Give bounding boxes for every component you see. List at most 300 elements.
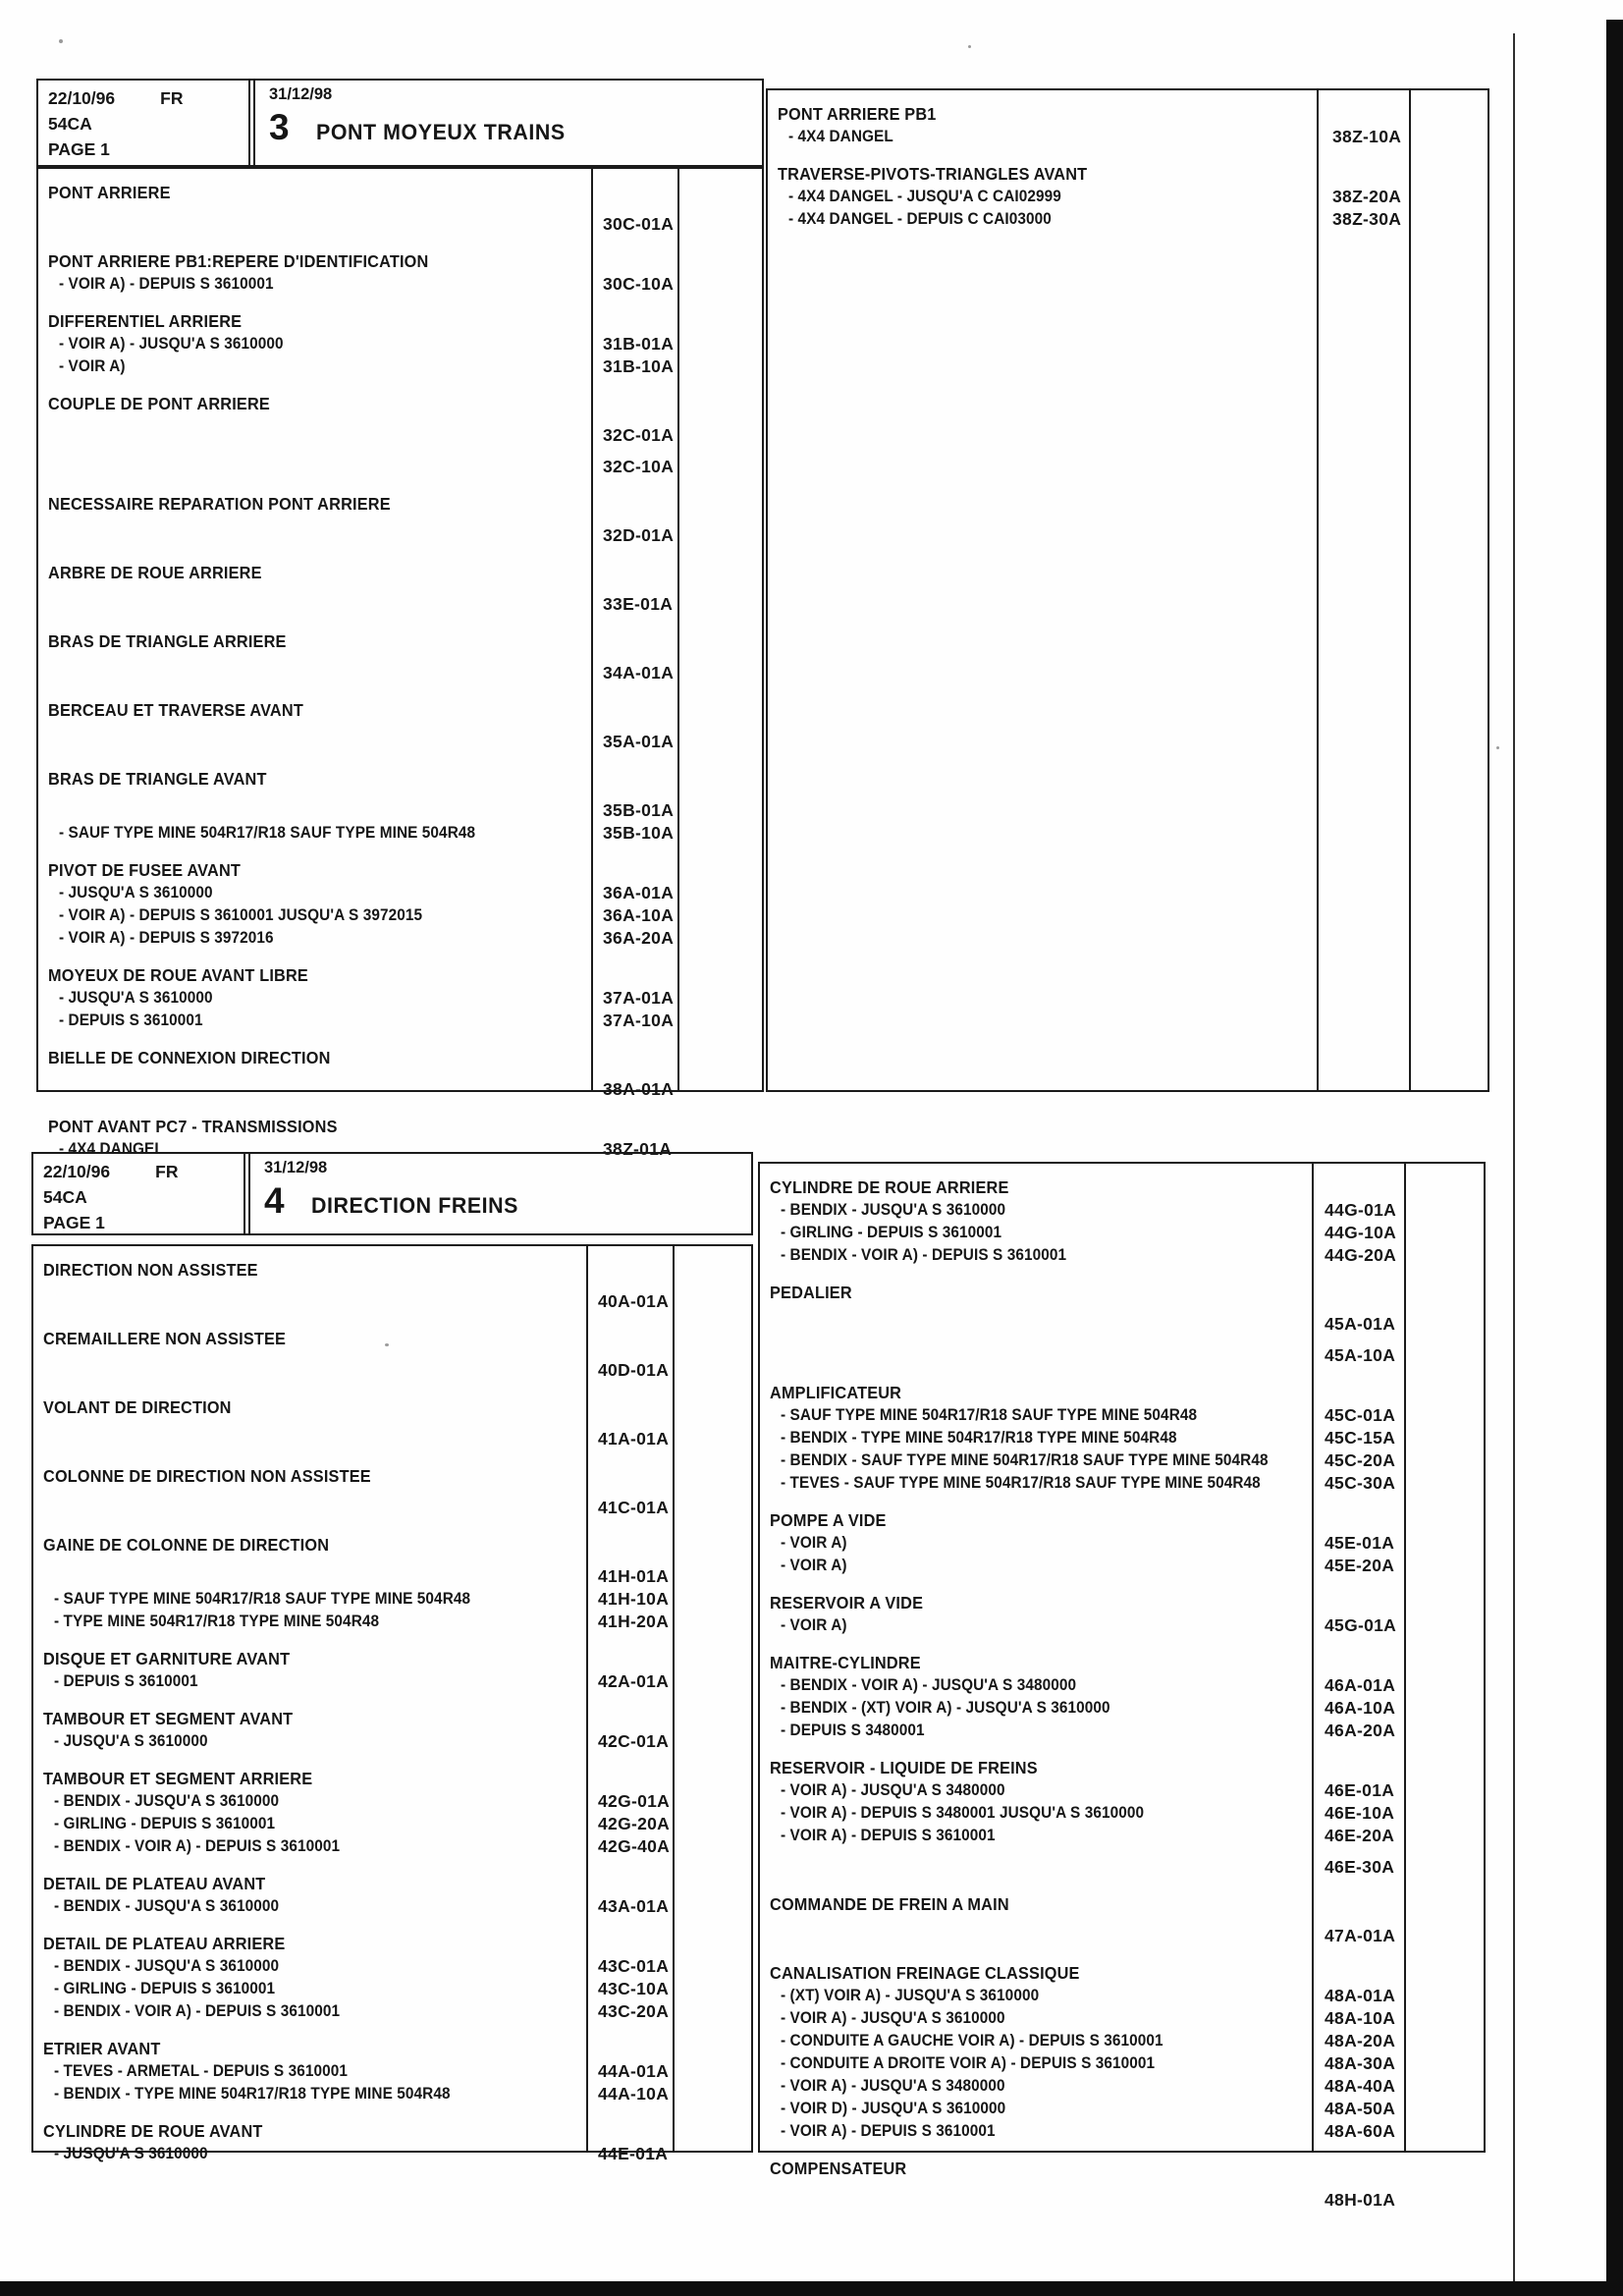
part-entry bbox=[48, 1010, 762, 1032]
part-code: 45C-01A bbox=[1325, 1405, 1396, 1425]
part-code: 48A-60A bbox=[1325, 2121, 1396, 2141]
section-4-right-column bbox=[758, 1162, 1486, 2210]
part-code: 43C-20A bbox=[598, 2001, 670, 2021]
part-code: 38Z-10A bbox=[1332, 127, 1402, 146]
part-variant: - VOIR A) - JUSQU'A S 3480000 bbox=[781, 1781, 1005, 1799]
part-code: 46A-01A bbox=[1325, 1675, 1396, 1695]
group-title: COMPENSATEUR bbox=[770, 2159, 907, 2178]
section-4-left-column bbox=[31, 1244, 753, 2163]
parts-group bbox=[43, 1328, 751, 1382]
part-entry bbox=[43, 1428, 751, 1450]
group-title: PONT ARRIERE PB1 bbox=[778, 104, 937, 124]
parts-group bbox=[43, 2038, 751, 2105]
part-entry bbox=[48, 1116, 762, 1138]
part-entry bbox=[770, 1856, 1484, 1879]
part-code: 46A-10A bbox=[1325, 1698, 1396, 1718]
part-entry bbox=[770, 1404, 1484, 1427]
part-code: 32C-01A bbox=[603, 425, 675, 445]
part-variant: - BENDIX - (XT) VOIR A) - JUSQU'A S 3610000 bbox=[781, 1699, 1110, 1717]
part-entry bbox=[770, 1427, 1484, 1449]
part-entry bbox=[48, 904, 762, 927]
column-rule bbox=[1409, 90, 1411, 1090]
part-entry bbox=[48, 662, 762, 684]
part-code: 33E-01A bbox=[603, 594, 674, 614]
parts-group bbox=[778, 163, 1488, 231]
part-entry bbox=[43, 1708, 751, 1730]
group-title: GAINE DE COLONNE DE DIRECTION bbox=[43, 1535, 330, 1555]
part-variant: - SAUF TYPE MINE 504R17/R18 SAUF TYPE MINE 504R48 bbox=[781, 1406, 1198, 1424]
part-code: 45C-20A bbox=[1325, 1450, 1396, 1470]
part-variant: - SAUF TYPE MINE 504R17/R18 SAUF TYPE MINE 504R48 bbox=[59, 824, 476, 842]
part-code: 32C-10A bbox=[603, 457, 675, 476]
part-variant: - VOIR A) - DEPUIS S 3610001 bbox=[781, 2122, 996, 2140]
part-entry bbox=[43, 1588, 751, 1611]
language-code: FR bbox=[155, 1162, 179, 1181]
part-entry bbox=[770, 1757, 1484, 1779]
group-title: PONT ARRIERE bbox=[48, 183, 171, 202]
part-entry bbox=[770, 1176, 1484, 1199]
part-entry bbox=[770, 1802, 1484, 1825]
group-title: NECESSAIRE REPARATION PONT ARRIERE bbox=[48, 494, 391, 514]
group-title: ARBRE DE ROUE ARRIERE bbox=[48, 563, 262, 582]
parts-group bbox=[43, 1708, 751, 1753]
group-title: PIVOT DE FUSEE AVANT bbox=[48, 860, 242, 880]
part-entry bbox=[43, 1465, 751, 1488]
column-rule bbox=[1317, 90, 1319, 1090]
part-entry bbox=[48, 630, 762, 653]
part-entry bbox=[48, 731, 762, 753]
part-entry bbox=[43, 1290, 751, 1313]
part-entry bbox=[770, 1382, 1484, 1404]
group-title: PONT ARRIERE PB1:REPERE D'IDENTIFICATION bbox=[48, 251, 429, 271]
part-code: 46E-01A bbox=[1325, 1780, 1395, 1800]
part-entry bbox=[48, 799, 762, 822]
parts-group bbox=[770, 1282, 1484, 1367]
parts-group bbox=[43, 1534, 751, 1633]
part-entry bbox=[770, 1825, 1484, 1847]
part-code: 48A-40A bbox=[1325, 2076, 1396, 2096]
part-entry bbox=[48, 964, 762, 987]
part-code: 42G-20A bbox=[598, 1814, 671, 1833]
part-code: 46A-20A bbox=[1325, 1721, 1396, 1740]
scan-fold-line bbox=[1513, 33, 1515, 2282]
part-code: 36A-20A bbox=[603, 928, 675, 948]
parts-group bbox=[770, 1176, 1484, 1267]
part-code: 31B-10A bbox=[603, 356, 675, 376]
part-code: 38Z-01A bbox=[603, 1139, 673, 1159]
parts-group bbox=[48, 859, 762, 950]
group-title: VOLANT DE DIRECTION bbox=[43, 1397, 232, 1417]
part-entry bbox=[770, 1509, 1484, 1532]
part-variant: - VOIR A) bbox=[59, 357, 126, 375]
parts-group bbox=[770, 1592, 1484, 1637]
part-entry bbox=[770, 1893, 1484, 1916]
part-variant: - JUSQU'A S 3610000 bbox=[59, 884, 213, 902]
part-entry bbox=[770, 2030, 1484, 2052]
part-code: 44A-10A bbox=[598, 2084, 670, 2104]
page-label: PAGE 1 bbox=[48, 139, 110, 159]
part-entry bbox=[43, 1978, 751, 2000]
part-code: 48A-01A bbox=[1325, 1986, 1396, 2005]
part-entry bbox=[48, 250, 762, 273]
part-variant: - BENDIX - VOIR A) - DEPUIS S 3610001 bbox=[54, 1837, 341, 1855]
part-entry bbox=[770, 1652, 1484, 1674]
section-title: DIRECTION FREINS bbox=[310, 1193, 518, 1218]
validity-date: 31/12/98 bbox=[269, 85, 333, 103]
group-title: COLONNE DE DIRECTION NON ASSISTEE bbox=[43, 1466, 371, 1486]
parts-group bbox=[43, 1465, 751, 1519]
part-variant: - 4X4 DANGEL - JUSQU'A C CAI02999 bbox=[788, 188, 1061, 205]
part-code: 44A-01A bbox=[598, 2061, 670, 2081]
part-variant: - VOIR A) - DEPUIS S 3480001 JUSQU'A S 3610000 bbox=[781, 1804, 1145, 1822]
part-entry bbox=[778, 186, 1488, 208]
section-number: 3 bbox=[269, 107, 290, 147]
group-title: POMPE A VIDE bbox=[770, 1510, 887, 1530]
part-code: 41H-01A bbox=[598, 1566, 670, 1586]
part-entry bbox=[43, 1835, 751, 1858]
part-variant: - CONDUITE A GAUCHE VOIR A) - DEPUIS S 3610001 bbox=[781, 2032, 1163, 2050]
part-variant: - BENDIX - JUSQU'A S 3610000 bbox=[54, 1897, 280, 1915]
section-4-header bbox=[31, 1152, 753, 1235]
part-variant: - BENDIX - TYPE MINE 504R17/R18 TYPE MINE 504R48 bbox=[54, 2085, 451, 2103]
part-entry bbox=[48, 1078, 762, 1101]
part-entry bbox=[43, 1670, 751, 1693]
parts-group bbox=[43, 1933, 751, 2023]
part-entry bbox=[770, 1199, 1484, 1222]
part-entry bbox=[48, 822, 762, 845]
part-code: 38Z-30A bbox=[1332, 209, 1402, 229]
part-variant: - VOIR A) bbox=[781, 1557, 847, 1574]
part-code: 45A-10A bbox=[1325, 1345, 1396, 1365]
part-entry bbox=[778, 126, 1488, 148]
parts-group bbox=[48, 393, 762, 478]
part-variant: - GIRLING - DEPUIS S 3610001 bbox=[54, 1980, 276, 1997]
part-entry bbox=[48, 562, 762, 584]
part-code: 38Z-20A bbox=[1332, 187, 1402, 206]
part-entry bbox=[48, 987, 762, 1010]
part-entry bbox=[43, 2143, 751, 2165]
part-code: 31B-01A bbox=[603, 334, 675, 354]
group-title: MOYEUX DE ROUE AVANT LIBRE bbox=[48, 965, 308, 985]
part-entry bbox=[48, 393, 762, 415]
part-code: 30C-10A bbox=[603, 274, 675, 294]
part-variant: - BENDIX - JUSQU'A S 3610000 bbox=[54, 1957, 280, 1975]
part-variant: - BENDIX - VOIR A) - JUSQU'A S 3480000 bbox=[781, 1676, 1077, 1694]
part-entry bbox=[778, 103, 1488, 126]
part-variant: - JUSQU'A S 3610000 bbox=[59, 989, 213, 1007]
group-title: CREMAILLERE NON ASSISTEE bbox=[43, 1329, 287, 1348]
issue-date: 22/10/96 bbox=[48, 88, 116, 108]
section-4-title-block bbox=[250, 1154, 751, 1233]
part-variant: - GIRLING - DEPUIS S 3610001 bbox=[781, 1224, 1002, 1241]
part-code: 32D-01A bbox=[603, 525, 675, 545]
part-entry bbox=[43, 1730, 751, 1753]
part-entry bbox=[770, 1313, 1484, 1336]
part-entry bbox=[43, 2000, 751, 2023]
group-title: AMPLIFICATEUR bbox=[770, 1383, 902, 1402]
parts-list-right bbox=[760, 1164, 1484, 2212]
part-entry bbox=[770, 2052, 1484, 2075]
part-entry bbox=[43, 2120, 751, 2143]
part-code: 48A-20A bbox=[1325, 2031, 1396, 2050]
part-variant: - VOIR A) - DEPUIS S 3610001 bbox=[781, 1827, 996, 1844]
part-variant: - DEPUIS S 3480001 bbox=[781, 1722, 925, 1739]
scan-speck bbox=[1496, 746, 1499, 749]
part-variant: - VOIR A) - DEPUIS S 3610001 bbox=[59, 275, 274, 293]
parts-group bbox=[48, 699, 762, 753]
group-title: CANALISATION FREINAGE CLASSIQUE bbox=[770, 1963, 1080, 1983]
part-variant: - VOIR D) - JUSQU'A S 3610000 bbox=[781, 2100, 1006, 2117]
part-variant: - VOIR A) - JUSQU'A S 3480000 bbox=[781, 2077, 1005, 2095]
part-code: 44G-20A bbox=[1325, 1245, 1397, 1265]
part-code: 41C-01A bbox=[598, 1498, 670, 1517]
group-title: DIFFERENTIEL ARRIERE bbox=[48, 311, 243, 331]
part-entry bbox=[778, 208, 1488, 231]
part-entry bbox=[770, 1282, 1484, 1304]
part-entry bbox=[43, 1873, 751, 1895]
part-code: 45G-01A bbox=[1325, 1615, 1397, 1635]
part-code: 45C-30A bbox=[1325, 1473, 1396, 1493]
part-entry bbox=[48, 456, 762, 478]
scan-speck bbox=[59, 39, 63, 43]
part-entry bbox=[43, 1396, 751, 1419]
part-variant: - DEPUIS S 3610001 bbox=[59, 1011, 203, 1029]
part-code: 42G-40A bbox=[598, 1836, 671, 1856]
part-entry bbox=[43, 2038, 751, 2060]
group-title: PONT AVANT PC7 - TRANSMISSIONS bbox=[48, 1117, 338, 1136]
part-entry bbox=[770, 2158, 1484, 2180]
group-title: DETAIL DE PLATEAU AVANT bbox=[43, 1874, 266, 1893]
section-3-header bbox=[36, 79, 764, 167]
parts-group bbox=[48, 768, 762, 845]
part-code: 45E-20A bbox=[1325, 1556, 1395, 1575]
group-title: DETAIL DE PLATEAU ARRIERE bbox=[43, 1934, 286, 1953]
part-entry bbox=[48, 273, 762, 296]
part-entry bbox=[770, 1344, 1484, 1367]
part-variant: - DEPUIS S 3610001 bbox=[54, 1672, 198, 1690]
group-title: PEDALIER bbox=[770, 1283, 852, 1302]
part-entry bbox=[43, 1790, 751, 1813]
part-entry bbox=[48, 593, 762, 616]
part-code: 46E-20A bbox=[1325, 1826, 1395, 1845]
part-variant: - TEVES - ARMETAL - DEPUIS S 3610001 bbox=[54, 2062, 348, 2080]
group-title: BIELLE DE CONNEXION DIRECTION bbox=[48, 1048, 331, 1067]
part-variant: - TYPE MINE 504R17/R18 TYPE MINE 504R48 bbox=[54, 1613, 380, 1630]
part-entry bbox=[48, 493, 762, 516]
group-title: MAITRE-CYLINDRE bbox=[770, 1653, 921, 1672]
parts-group bbox=[48, 182, 762, 236]
group-title: COMMANDE DE FREIN A MAIN bbox=[770, 1894, 1009, 1914]
part-variant: - VOIR A) bbox=[781, 1534, 847, 1552]
issue-date: 22/10/96 bbox=[43, 1162, 111, 1181]
parts-group bbox=[48, 310, 762, 378]
parts-group bbox=[48, 964, 762, 1032]
part-variant: - VOIR A) - DEPUIS S 3972016 bbox=[59, 929, 274, 947]
group-title: DIRECTION NON ASSISTEE bbox=[43, 1260, 258, 1280]
section-3-title-block bbox=[255, 81, 762, 165]
group-title: ETRIER AVANT bbox=[43, 2039, 161, 2058]
part-variant: - VOIR A) - JUSQU'A S 3610000 bbox=[781, 2009, 1005, 2027]
parts-group bbox=[48, 630, 762, 684]
part-code: 30C-01A bbox=[603, 214, 675, 234]
part-entry bbox=[43, 1648, 751, 1670]
part-code: 42C-01A bbox=[598, 1731, 670, 1751]
parts-list-left bbox=[33, 1246, 751, 2165]
part-variant: - GIRLING - DEPUIS S 3610001 bbox=[54, 1815, 276, 1832]
part-entry bbox=[43, 1497, 751, 1519]
part-entry bbox=[48, 524, 762, 547]
part-entry bbox=[43, 1259, 751, 1282]
part-entry bbox=[770, 2189, 1484, 2212]
scan-speck bbox=[385, 1343, 389, 1346]
part-variant: - BENDIX - TYPE MINE 504R17/R18 TYPE MINE 504R48 bbox=[781, 1429, 1177, 1447]
part-code: 43C-01A bbox=[598, 1956, 670, 1976]
group-title: BRAS DE TRIANGLE ARRIERE bbox=[48, 631, 287, 651]
part-code: 41A-01A bbox=[598, 1429, 670, 1449]
part-code: 34A-01A bbox=[603, 663, 675, 683]
part-variant: - JUSQU'A S 3610000 bbox=[54, 2145, 208, 2162]
parts-list-left bbox=[38, 169, 762, 1161]
part-variant: - 4X4 DANGEL - DEPUIS C CAI03000 bbox=[788, 210, 1052, 228]
part-variant: - JUSQU'A S 3610000 bbox=[54, 1732, 208, 1750]
part-entry bbox=[770, 2075, 1484, 2098]
parts-group bbox=[770, 1382, 1484, 1495]
part-entry bbox=[770, 1555, 1484, 1577]
part-entry bbox=[770, 1674, 1484, 1697]
part-entry bbox=[770, 1614, 1484, 1637]
catalog-code: 54CA bbox=[48, 114, 92, 134]
part-code: 46E-30A bbox=[1325, 1857, 1395, 1877]
part-variant: - TEVES - SAUF TYPE MINE 504R17/R18 SAUF TYPE MINE 504R48 bbox=[781, 1474, 1261, 1492]
parts-group bbox=[43, 1259, 751, 1313]
part-code: 47A-01A bbox=[1325, 1926, 1396, 1945]
part-variant: - VOIR A) - DEPUIS S 3610001 JUSQU'A S 3972015 bbox=[59, 906, 423, 924]
scan-speck bbox=[968, 45, 971, 48]
part-variant: - CONDUITE A DROITE VOIR A) - DEPUIS S 3610001 bbox=[781, 2054, 1156, 2072]
part-entry bbox=[48, 424, 762, 447]
part-variant: - BENDIX - VOIR A) - DEPUIS S 3610001 bbox=[54, 2002, 341, 2020]
part-entry bbox=[43, 1813, 751, 1835]
group-title: TAMBOUR ET SEGMENT AVANT bbox=[43, 1709, 294, 1728]
part-variant: - BENDIX - SAUF TYPE MINE 504R17/R18 SAUF TYPE MINE 504R48 bbox=[781, 1451, 1269, 1469]
parts-group bbox=[770, 1893, 1484, 1947]
part-entry bbox=[43, 1768, 751, 1790]
part-entry bbox=[770, 1962, 1484, 1985]
section-3-left-column bbox=[36, 167, 764, 1159]
part-entry bbox=[48, 333, 762, 355]
part-entry bbox=[43, 1534, 751, 1557]
part-variant: - VOIR A) - JUSQU'A S 3610000 bbox=[59, 335, 284, 353]
section-3-stamp-block bbox=[38, 81, 250, 165]
group-title: RESERVOIR - LIQUIDE DE FREINS bbox=[770, 1758, 1038, 1777]
part-entry bbox=[48, 355, 762, 378]
scan-edge-band-bottom bbox=[0, 2281, 1623, 2296]
parts-group bbox=[43, 2120, 751, 2165]
part-entry bbox=[43, 1895, 751, 1918]
part-entry bbox=[48, 927, 762, 950]
scan-edge-band-right bbox=[1606, 20, 1623, 2296]
parts-group bbox=[48, 1047, 762, 1101]
parts-group bbox=[43, 1396, 751, 1450]
group-title: COUPLE DE PONT ARRIERE bbox=[48, 394, 270, 413]
part-entry bbox=[770, 1244, 1484, 1267]
catalog-code: 54CA bbox=[43, 1187, 87, 1207]
part-code: 40A-01A bbox=[598, 1291, 670, 1311]
part-entry bbox=[770, 1472, 1484, 1495]
part-entry bbox=[43, 2060, 751, 2083]
part-entry bbox=[770, 1449, 1484, 1472]
part-code: 48A-30A bbox=[1325, 2053, 1396, 2073]
group-title: TRAVERSE-PIVOTS-TRIANGLES AVANT bbox=[778, 164, 1088, 184]
part-code: 35B-10A bbox=[603, 823, 675, 843]
part-entry bbox=[48, 882, 762, 904]
part-code: 48H-01A bbox=[1325, 2190, 1396, 2210]
group-title: BRAS DE TRIANGLE AVANT bbox=[48, 769, 267, 789]
parts-group bbox=[48, 493, 762, 547]
parts-group bbox=[770, 1962, 1484, 2143]
parts-group bbox=[770, 1652, 1484, 1742]
part-code: 44G-10A bbox=[1325, 1223, 1397, 1242]
part-entry bbox=[770, 2007, 1484, 2030]
part-entry bbox=[43, 1611, 751, 1633]
part-entry bbox=[43, 1955, 751, 1978]
part-code: 44G-01A bbox=[1325, 1200, 1397, 1220]
parts-group bbox=[48, 562, 762, 616]
part-code: 43C-10A bbox=[598, 1979, 670, 1998]
part-code: 35A-01A bbox=[603, 732, 675, 751]
part-variant: - VOIR A) bbox=[781, 1616, 847, 1634]
part-entry bbox=[43, 1933, 751, 1955]
group-title: DISQUE ET GARNITURE AVANT bbox=[43, 1649, 291, 1668]
part-entry bbox=[770, 1985, 1484, 2007]
part-code: 41H-10A bbox=[598, 1589, 670, 1609]
part-code: 42G-01A bbox=[598, 1791, 671, 1811]
part-code: 36A-10A bbox=[603, 905, 675, 925]
group-title: CYLINDRE DE ROUE AVANT bbox=[43, 2121, 263, 2141]
part-entry bbox=[770, 1697, 1484, 1720]
part-code: 35B-01A bbox=[603, 800, 675, 820]
part-entry bbox=[770, 1720, 1484, 1742]
part-code: 36A-01A bbox=[603, 883, 675, 902]
part-entry bbox=[48, 768, 762, 791]
part-code: 43A-01A bbox=[598, 1896, 670, 1916]
part-variant: - BENDIX - JUSQU'A S 3610000 bbox=[54, 1792, 280, 1810]
parts-group bbox=[770, 1757, 1484, 1879]
part-variant: - BENDIX - VOIR A) - DEPUIS S 3610001 bbox=[781, 1246, 1067, 1264]
parts-list-right bbox=[768, 90, 1488, 231]
group-title: CYLINDRE DE ROUE ARRIERE bbox=[770, 1177, 1009, 1197]
page-label: PAGE 1 bbox=[43, 1213, 105, 1232]
part-entry bbox=[770, 1925, 1484, 1947]
part-entry bbox=[43, 2083, 751, 2105]
parts-group bbox=[43, 1648, 751, 1693]
parts-group bbox=[770, 2158, 1484, 2212]
part-code: 38A-01A bbox=[603, 1079, 675, 1099]
group-title: BERCEAU ET TRAVERSE AVANT bbox=[48, 700, 303, 720]
part-entry bbox=[43, 1565, 751, 1588]
part-code: 45C-15A bbox=[1325, 1428, 1396, 1448]
part-entry bbox=[43, 1328, 751, 1350]
part-variant: - 4X4 DANGEL bbox=[788, 128, 893, 145]
part-entry bbox=[778, 163, 1488, 186]
part-code: 40D-01A bbox=[598, 1360, 670, 1380]
part-code: 45A-01A bbox=[1325, 1314, 1396, 1334]
part-variant: - BENDIX - JUSQU'A S 3610000 bbox=[781, 1201, 1006, 1219]
part-entry bbox=[48, 182, 762, 204]
parts-group bbox=[43, 1768, 751, 1858]
section-title: PONT MOYEUX TRAINS bbox=[315, 120, 566, 144]
section-number: 4 bbox=[264, 1180, 285, 1221]
